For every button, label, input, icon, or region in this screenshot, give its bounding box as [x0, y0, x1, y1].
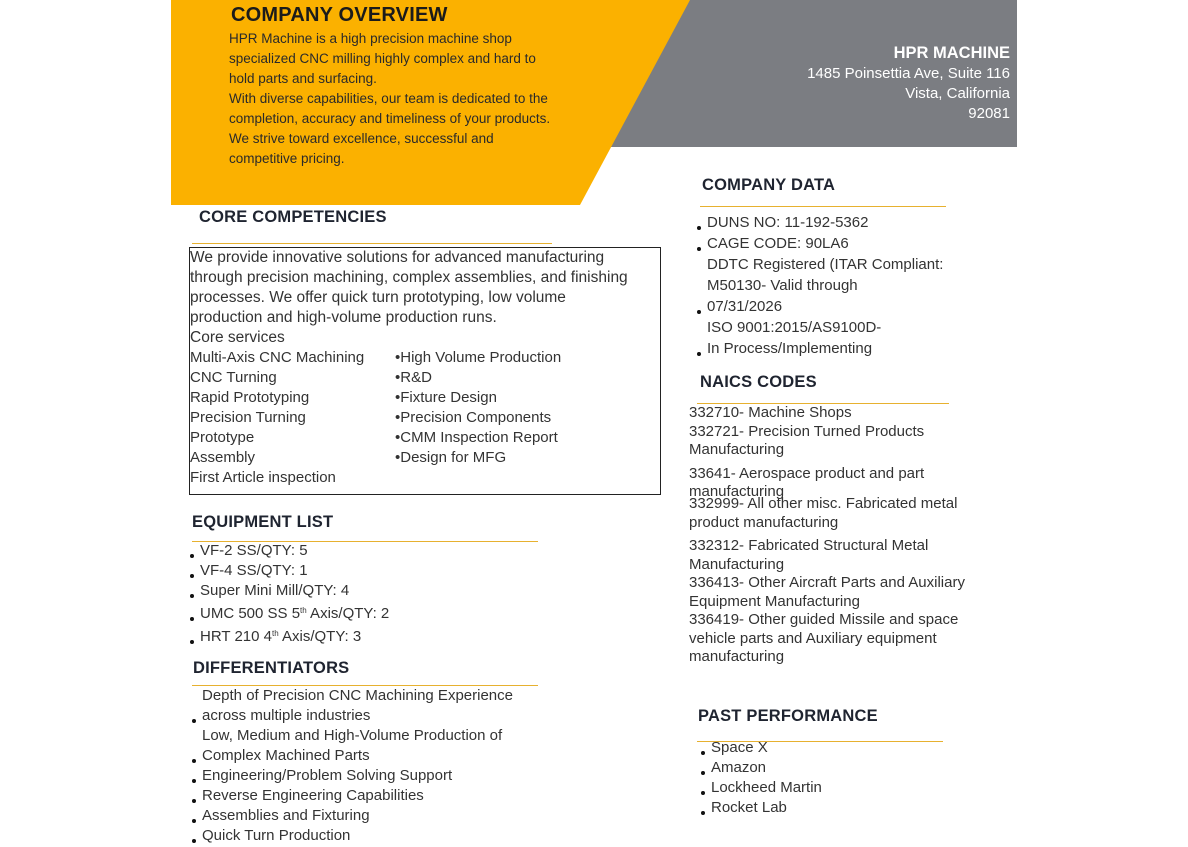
equipment-text: HRT 210 4: [200, 628, 272, 645]
equipment-item: VF-4 SS/QTY: 1: [190, 561, 389, 581]
equipment-heading: EQUIPMENT LIST: [192, 513, 334, 531]
core-competencies-heading: CORE COMPETENCIES: [199, 208, 387, 226]
item-line: Reverse Engineering Capabilities: [202, 787, 424, 804]
core-competencies-box: [189, 247, 661, 495]
address-line: 92081: [968, 105, 1010, 122]
item-line: across multiple industries: [202, 707, 371, 724]
past-performance-item: Amazon: [701, 758, 822, 778]
company-data-rule: [700, 206, 946, 207]
intro-line: processes. We offer quick turn prototyping, low volume: [190, 289, 566, 306]
item-line: Complex Machined Parts: [202, 747, 370, 764]
overview-line: specialized CNC milling highly complex and hard to: [229, 51, 536, 66]
overview-line: With diverse capabilities, our team is dedicated to the: [229, 91, 548, 106]
item-line: Equipment Manufacturing: [689, 592, 860, 610]
item-line: Manufacturing: [689, 555, 785, 573]
service-item: Precision Turning: [190, 409, 306, 426]
differentiator-item: [192, 806, 513, 826]
service-item: •R&D: [395, 369, 432, 386]
services-label: Core services: [190, 329, 285, 346]
naics-list: [689, 404, 965, 667]
naics-entry: [689, 464, 965, 500]
service-item: Prototype: [190, 429, 255, 446]
item-line: Assemblies and Fixturing: [202, 807, 370, 824]
item-line: 33641- Aerospace product and part: [689, 464, 925, 482]
naics-entry: [689, 423, 965, 460]
address-line: 1485 Poinsettia Ave, Suite 116: [807, 65, 1010, 82]
service-item: •Design for MFG: [395, 449, 507, 466]
company-data-heading: COMPANY DATA: [702, 176, 836, 194]
service-item: •Precision Components: [395, 409, 552, 426]
service-item: •Fixture Design: [395, 389, 497, 406]
naics-entry: [689, 537, 965, 574]
address-line: Vista, California: [905, 85, 1010, 102]
company-contact: [807, 42, 1010, 124]
item-line: manufacturing: [689, 483, 785, 500]
past-performance-item: Space X: [701, 738, 822, 758]
company-overview-text: [229, 29, 599, 169]
item-line: 336413- Other Aircraft Parts and Auxiliary: [689, 574, 965, 591]
item-line: product manufacturing: [689, 513, 839, 531]
item-line: 332721- Precision Turned Products: [689, 422, 925, 440]
intro-line: production and high-volume production runs.: [190, 309, 497, 326]
company-name: HPR MACHINE: [893, 44, 1010, 62]
company-data-item: [697, 212, 943, 233]
differentiator-item: [192, 686, 513, 726]
naics-heading: NAICS CODES: [700, 373, 817, 391]
equipment-text: Axis/QTY: 2: [306, 605, 390, 622]
service-item: CNC Turning: [190, 369, 277, 386]
overview-line: We strive toward excellence, successful and: [229, 131, 494, 146]
equipment-item: Super Mini Mill/QTY: 4: [190, 581, 389, 601]
differentiators-list: [192, 686, 513, 846]
naics-entry: [689, 404, 965, 423]
ordinal-suffix: th: [272, 629, 279, 638]
equipment-text: UMC 500 SS 5: [200, 605, 301, 622]
item-line: CAGE CODE: 90LA6: [707, 235, 849, 252]
competencies-intro: [190, 248, 660, 348]
equipment-text: Axis/QTY: 3: [278, 628, 362, 645]
company-data-item: [697, 254, 943, 317]
naics-entry: [689, 495, 965, 532]
services-columns: [190, 348, 660, 488]
differentiator-item: [192, 786, 513, 806]
item-line: DDTC Registered (ITAR Compliant:: [707, 256, 944, 273]
core-competencies-rule: [192, 243, 552, 244]
item-line: 332710- Machine Shops: [689, 404, 852, 421]
past-performance-list: [701, 738, 822, 818]
item-line: manufacturing: [689, 648, 785, 665]
past-performance-item: Rocket Lab: [701, 798, 822, 818]
item-line: Quick Turn Production: [202, 827, 351, 844]
item-line: In Process/Implementing: [707, 340, 873, 357]
item-line: Depth of Precision CNC Machining Experience: [202, 687, 513, 704]
company-data-item: [697, 233, 943, 254]
item-line: 336419- Other guided Missile and space: [689, 611, 959, 628]
service-item: First Article inspection: [190, 469, 336, 486]
overview-line: HPR Machine is a high precision machine shop: [229, 31, 512, 46]
equipment-item: [190, 601, 389, 624]
service-item: Assembly: [190, 449, 256, 466]
company-overview-heading: COMPANY OVERVIEW: [231, 4, 448, 26]
item-line: 332312- Fabricated Structural Metal: [689, 537, 929, 554]
item-line: Manufacturing: [689, 441, 785, 458]
naics-entry: [689, 611, 965, 667]
item-line: Low, Medium and High-Volume Production of: [202, 727, 503, 744]
service-item: •CMM Inspection Report: [395, 429, 558, 446]
company-data-item: [697, 317, 943, 359]
intro-line: through precision machining, complex assemblies, and finishing: [190, 269, 628, 286]
item-line: vehicle parts and Auxiliary equipment: [689, 629, 937, 647]
naics-entry: [689, 574, 965, 611]
differentiators-heading: DIFFERENTIATORS: [193, 659, 350, 677]
item-line: DUNS NO: 11-192-5362: [707, 214, 869, 231]
ordinal-suffix: th: [300, 606, 307, 615]
overview-line: competitive pricing.: [229, 151, 345, 166]
differentiator-item: [192, 766, 513, 786]
intro-line: We provide innovative solutions for advanced manufacturing: [190, 249, 605, 266]
differentiator-item: [192, 826, 513, 846]
service-item: Rapid Prototyping: [190, 389, 310, 406]
item-line: 07/31/2026: [707, 298, 783, 315]
service-item: Multi-Axis CNC Machining: [190, 349, 365, 366]
item-line: Engineering/Problem Solving Support: [202, 767, 453, 784]
past-performance-item: Lockheed Martin: [701, 778, 822, 798]
item-line: M50130- Valid through: [707, 277, 858, 294]
services-left: [190, 348, 395, 488]
overview-line: hold parts and surfacing.: [229, 71, 377, 86]
equipment-item: [190, 624, 389, 647]
equipment-list: [190, 541, 389, 647]
item-line: 332999- All other misc. Fabricated metal: [689, 495, 958, 512]
differentiator-item: [192, 726, 513, 766]
overview-line: completion, accuracy and timeliness of your products.: [229, 111, 551, 126]
company-data-list: [697, 212, 943, 359]
past-performance-heading: PAST PERFORMANCE: [698, 707, 878, 725]
item-line: ISO 9001:2015/AS9100D-: [707, 319, 882, 336]
services-right: [395, 348, 561, 488]
service-item: •High Volume Production: [395, 349, 562, 366]
equipment-item: VF-2 SS/QTY: 5: [190, 541, 389, 561]
